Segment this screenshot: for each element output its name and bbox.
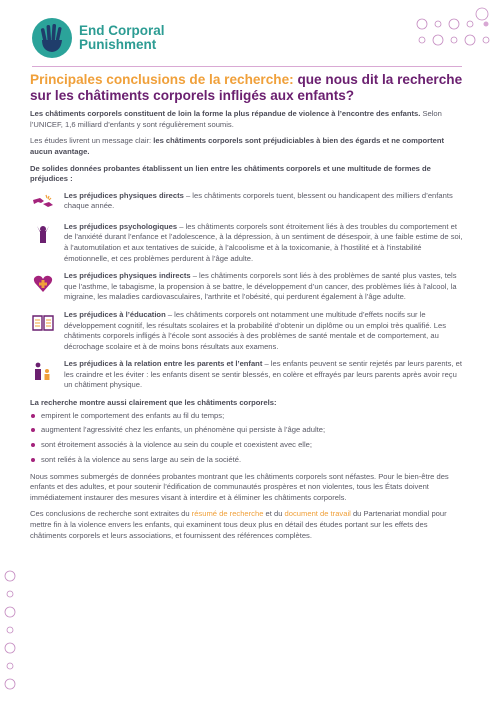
harm-item-parent-child — [30, 359, 464, 391]
header-divider — [32, 66, 462, 67]
intro-paragraph-2 — [30, 136, 464, 157]
harm-heading: Les préjudices à l’éducation — [64, 309, 166, 319]
footer-paragraph — [30, 509, 464, 541]
working-paper-link[interactable]: document de travail — [284, 509, 351, 519]
health-harm-icon — [32, 272, 54, 294]
research-summary-link[interactable]: résumé de recherche — [191, 509, 264, 519]
parent-child-icon — [32, 360, 54, 382]
harm-heading: Les préjudices physiques indirects — [64, 271, 191, 281]
intro-paragraph-1 — [30, 109, 464, 130]
harm-item-psychological — [30, 222, 464, 264]
harm-heading: Les préjudices à la relation entre les parents et l’enfant — [64, 359, 263, 369]
harm-heading: Les préjudices psychologiques — [64, 221, 178, 231]
title-rest: que nous dit la recherche sur les châtiments corporels infligés aux enfants? — [30, 72, 463, 103]
intro-1-rest: Selon l’UNICEF, 1,6 milliard d’enfants y sont régulièrement soumis. — [30, 109, 442, 129]
logo-text — [79, 24, 165, 52]
intro-2-bold: les châtiments corporels sont préjudiciables à bien des égards et ne comportent aucun avantage. — [30, 136, 445, 156]
also-list — [30, 411, 464, 466]
harm-text: – les châtiments corporels sont liés à des problèmes de santé plus vastes, tels que l’asthme, le tabagisme, la propension à se battre, le développement d’un cancer, des problèmes liés à l’alcool, la migraine, les maladies cardiovasculaires, l’arthrite et l’obésité, qui perdurent également à l’âge adulte. — [64, 271, 457, 302]
logo-line-1: End Corporal — [79, 23, 165, 38]
physical-harm-icon — [32, 192, 54, 214]
closing-paragraph: Nous sommes submergés de données probantes montrant que les châtiments corporels sont néfastes. Pour le bien-être des enfants et des adultes, et pour soutenir l’édification de communautés prospères et non violentes, tous les États doivent immédiatement instaurer des mesures visant à interdire et à éliminer les châtiments corporels. — [30, 471, 449, 502]
title-highlight: Principales conclusions de la recherche: — [30, 72, 294, 87]
list-item: augmentent l’agressivité chez les enfants, un phénomène qui persiste à l’âge adulte; — [30, 425, 464, 436]
list-item: empirent le comportement des enfants au fil du temps; — [30, 411, 464, 422]
book-icon — [32, 311, 54, 333]
harm-item-education — [30, 310, 464, 352]
intro-1-bold: Les châtiments corporels constituent de loin la forme la plus répandue de violence à l’encontre des enfants. — [30, 109, 421, 119]
footer-text-2: et du — [263, 509, 285, 519]
harm-text: – les enfants peuvent se sentir rejetés par leurs parents, et les craindre et les éviter : les enfants disent se sentir blessés, en colère et effrayés par leurs parents après avoir reçu un châtiment physique. — [64, 359, 463, 390]
harm-heading: Les préjudices physiques directs — [64, 190, 184, 200]
logo-hand-icon — [32, 18, 72, 58]
harm-item-indirect-physical — [30, 271, 464, 303]
harm-item-physical — [30, 191, 464, 215]
page-title — [30, 72, 464, 103]
harm-text: – les châtiments corporels ont notamment une multitude d’effets nocifs sur le développement cognitif, les résultats scolaires et la probabilité d’obtenir un diplôme ou un emploi très qualifié. Les châtiments corporels infligés à l’école sont associés à des problèmes de santé mentale et de comportement, au décrochage scolaire et à de moins bons résultats aux examens. — [64, 309, 447, 351]
logo-line-2: Punishment — [79, 37, 157, 52]
main-content — [30, 72, 464, 547]
psychological-harm-icon — [32, 223, 54, 245]
intro-paragraph-3: De solides données probantes établissent un lien entre les châtiments corporels et une multitude de formes de préjudices : — [30, 163, 431, 184]
harm-text: – les châtiments corporels sont étroitement liés à des troubles du comportement et de l’anxiété durant l’enfance et l’adolescence, à la dépression, à un sentiment de désespoir, à une faible estime de soi, à l’automutilation et aux tentatives de suicide, à l’alcoolisme et à la toxicomanie, à l’hostilité et à l’instabilité émotionnelle, et ces problèmes perdurent à l’âge adulte. — [64, 221, 463, 263]
harm-text: – les châtiments corporels tuent, blessent ou handicapent des milliers d’enfants chaque année. — [64, 190, 453, 211]
decorative-side-circles — [0, 566, 26, 696]
list-item: sont reliés à la violence au sens large au sein de la société. — [30, 455, 464, 466]
intro-2-start: Les études livrent un message clair: — [30, 136, 154, 146]
list-item: sont étroitement associés à la violence au sein du couple et coexistent avec elle; — [30, 440, 464, 451]
footer-text-1: Ces conclusions de recherche sont extraites du — [30, 509, 192, 519]
decorative-circles — [382, 0, 492, 66]
also-heading: La recherche montre aussi clairement que les châtiments corporels: — [30, 398, 277, 408]
footer-text-3: du Partenariat mondial pour mettre fin à la violence envers les enfants, qui examinent tous deux plus en détail des études portant sur les effets des châtiments corporels et leurs associations, et fournissent des références complètes. — [30, 509, 447, 540]
